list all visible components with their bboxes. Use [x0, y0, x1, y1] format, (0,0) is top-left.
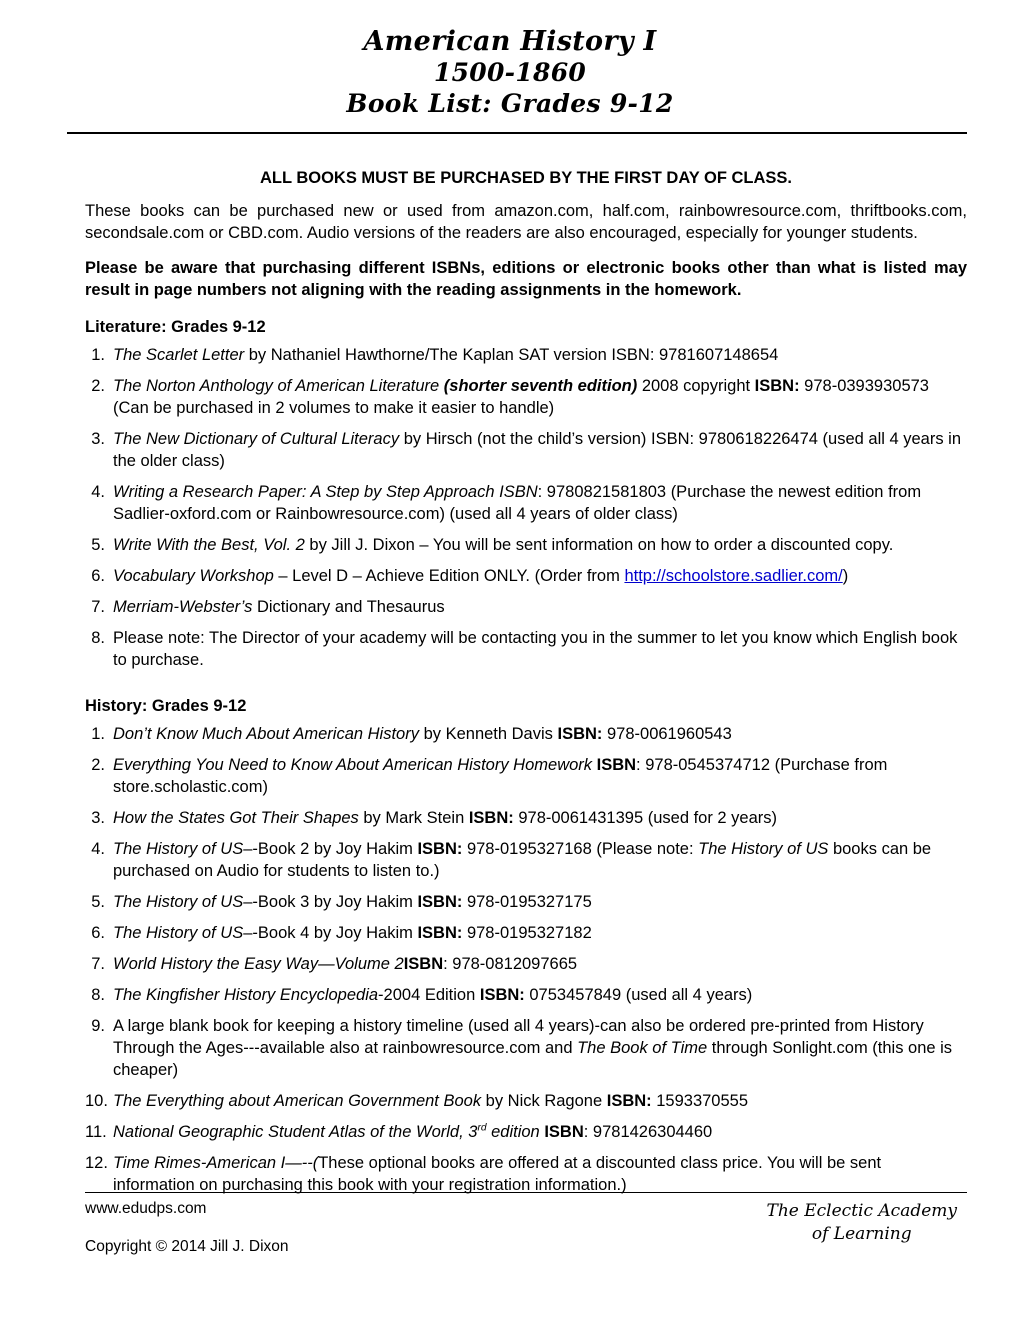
sadlier-schoolstore-link[interactable]: http://schoolstore.sadlier.com/ — [624, 567, 843, 585]
list-item — [85, 428, 967, 472]
book-title: The Kingfisher History Encyclopedia — [113, 986, 379, 1004]
book-edition: edition — [486, 1123, 545, 1141]
book-author: by Mark Stein — [358, 809, 469, 827]
list-item — [85, 723, 967, 745]
book-title: The Scarlet Letter — [113, 346, 245, 364]
book-title-reference: The History of US — [698, 840, 829, 858]
list-item — [85, 984, 967, 1006]
list-item — [85, 344, 967, 366]
isbn-label: ISBN: — [417, 893, 463, 911]
book-details: by Hirsch (not the child’s version) ISBN: 9780618226474 (used all 4 years in the older class) — [113, 430, 962, 470]
list-item — [85, 807, 967, 829]
footer-copyright: Copyright © 2014 Jill J. Dixon — [85, 1238, 289, 1255]
list-item-number: 2. — [91, 756, 105, 774]
academy-logo-text — [767, 1200, 968, 1246]
book-details: by Nathaniel Hawthorne/The Kaplan SAT version ISBN: 9781607148654 — [244, 346, 779, 364]
list-item — [85, 534, 967, 556]
list-item-number: 4. — [91, 840, 105, 858]
list-item — [85, 375, 967, 419]
document-title-line-1: American History I — [363, 26, 657, 57]
isbn-label: ISBN: — [417, 924, 463, 942]
book-title: The Everything about American Government Book — [113, 1092, 482, 1110]
academy-name-line-1: The Eclectic Academy — [766, 1201, 957, 1221]
isbn-value: 978-0061431395 (used for 2 years) — [513, 809, 778, 827]
isbn-label: ISBN — [544, 1123, 584, 1141]
list-item — [85, 1090, 967, 1112]
purchase-notice: ALL BOOKS MUST BE PURCHASED BY THE FIRST DAY OF CLASS. — [259, 169, 793, 187]
isbn-value: 0753457849 (used all 4 years) — [524, 986, 753, 1004]
isbn-value: 978-0195327175 — [462, 893, 592, 911]
history-book-list — [85, 723, 967, 1196]
list-item-number: 3. — [91, 430, 105, 448]
intro-paragraph: These books can be purchased new or used from amazon.com, half.com, rainbowresource.com, thriftbooks.com, secondsale.com or CBD.com. Audio versions of the readers are also encouraged, especially for younger students. — [85, 202, 967, 242]
list-item — [85, 838, 967, 882]
book-title: Merriam-Webster’s — [113, 598, 253, 616]
isbn-label: ISBN: — [479, 986, 525, 1004]
book-edition: (shorter seventh edition) — [443, 377, 638, 395]
book-title: How the States Got Their Shapes — [113, 809, 359, 827]
footer-left-block — [85, 1200, 289, 1256]
book-details: : 9780821581803 (Purchase the newest edition from Sadlier-oxford.com or Rainbowresource.com) (used all 4 years of older class) — [113, 483, 922, 523]
isbn-label: ISBN: — [468, 809, 514, 827]
book-author: by Nick Ragone — [481, 1092, 607, 1110]
book-author: –-Book 3 by Joy Hakim — [243, 893, 418, 911]
list-item-number: 2. — [91, 377, 105, 395]
list-item-number: 9. — [91, 1017, 105, 1035]
book-title: Time Rimes-American I—--( — [113, 1154, 319, 1172]
isbn-value: : 9781426304460 — [583, 1123, 713, 1141]
book-title: The New Dictionary of Cultural Literacy — [113, 430, 400, 448]
isbn-value: 978-0393930573 (Can be purchased in 2 volumes to make it easier to handle) — [113, 377, 929, 417]
list-item-number: 12. — [85, 1154, 108, 1172]
list-item-number: 1. — [91, 346, 105, 364]
book-title: The History of US — [113, 840, 244, 858]
isbn-label: ISBN — [596, 756, 637, 774]
list-item-number: 7. — [91, 955, 105, 973]
header-divider — [67, 132, 967, 134]
list-item-number: 11. — [85, 1123, 107, 1141]
isbn-value: 978-0195327182 — [462, 924, 592, 942]
list-item-number: 8. — [91, 986, 105, 1004]
footer-website: www.edudps.com — [85, 1200, 207, 1217]
document-title-line-2: 1500-1860 — [433, 58, 587, 87]
document-body — [85, 168, 967, 1205]
book-details: Please note: The Director of your academy will be contacting you in the summer to let you know which English book to purchase. — [113, 629, 958, 669]
book-details-tail: books can be purchased on Audio for students to listen to.) — [113, 840, 932, 880]
list-item-number: 6. — [91, 924, 105, 942]
book-title: Vocabulary Workshop — [113, 567, 274, 585]
isbn-value: : 978-0812097665 — [443, 955, 578, 973]
book-title: The History of US — [113, 924, 244, 942]
list-item-number: 6. — [91, 567, 105, 585]
book-details: These optional books are offered at a discounted class price. You will be sent information on purchasing this book with your registration information.) — [113, 1154, 882, 1194]
list-item-number: 1. — [91, 725, 105, 743]
book-title: The Norton Anthology of American Literature — [113, 377, 444, 395]
book-title: Everything You Need to Know About American History Homework — [113, 756, 597, 774]
list-item — [85, 1121, 967, 1143]
list-item-number: 10. — [85, 1092, 108, 1110]
book-title-reference: The Book of Time — [577, 1039, 708, 1057]
isbn-label: ISBN: — [754, 377, 800, 395]
isbn-warning-paragraph: Please be aware that purchasing different ISBNs, editions or electronic books other than what is listed may result in page numbers not aligning with the reading assignments in the homework. — [85, 259, 967, 299]
document-title-line-3: Book List: Grades 9-12 — [346, 89, 674, 118]
book-details: Dictionary and Thesaurus — [252, 598, 445, 616]
list-item — [85, 953, 967, 975]
document-header — [0, 0, 1020, 119]
list-item — [85, 481, 967, 525]
isbn-value: 978-0195327168 (Please note: — [462, 840, 699, 858]
list-item — [85, 565, 967, 587]
book-author: by Kenneth Davis — [418, 725, 558, 743]
list-item-number: 5. — [91, 893, 105, 911]
list-item — [85, 627, 967, 671]
book-author: –-Book 2 by Joy Hakim — [243, 840, 418, 858]
book-title: World History the Easy Way—Volume 2 — [113, 955, 404, 973]
book-title: Don’t Know Much About American History — [113, 725, 419, 743]
book-title: National Geographic Student Atlas of the World, 3 — [113, 1123, 478, 1141]
list-item — [85, 891, 967, 913]
ordinal-suffix: rd — [477, 1122, 487, 1134]
list-item — [85, 596, 967, 618]
book-details: 2008 copyright — [637, 377, 755, 395]
book-details-tail: through Sonlight.com (this one is cheaper) — [113, 1039, 953, 1079]
list-item-number: 4. — [91, 483, 105, 501]
list-item — [85, 1152, 967, 1196]
list-item — [85, 922, 967, 944]
book-author: –-Book 4 by Joy Hakim — [243, 924, 418, 942]
isbn-value: 1593370555 — [651, 1092, 749, 1110]
section-heading-history: History: Grades 9-12 — [85, 697, 247, 715]
book-title: The History of US — [113, 893, 244, 911]
academy-name-line-2: of Learning — [811, 1224, 912, 1244]
footer-divider — [85, 1192, 967, 1193]
book-title: Write With the Best, Vol. 2 — [113, 536, 305, 554]
list-item-number: 8. — [91, 629, 105, 647]
isbn-label: ISBN — [403, 955, 444, 973]
book-details: A large blank book for keeping a history timeline (used all 4 years)-can also be ordered pre-printed from History Through the Ages---available also at rainbowresource.com and — [113, 1017, 924, 1057]
book-details: – Level D – Achieve Edition ONLY. (Order from — [273, 567, 625, 585]
list-item — [85, 1015, 967, 1081]
list-item — [85, 754, 967, 798]
isbn-label: ISBN: — [606, 1092, 652, 1110]
document-footer — [85, 1200, 967, 1256]
book-title: Writing a Research Paper: A Step by Step Approach ISBN — [113, 483, 538, 501]
section-heading-literature: Literature: Grades 9-12 — [85, 318, 266, 336]
book-details: by Jill J. Dixon – You will be sent information on how to order a discounted copy. — [304, 536, 894, 554]
list-item-number: 5. — [91, 536, 105, 554]
literature-book-list — [85, 344, 967, 671]
isbn-value: 978-0061960543 — [602, 725, 732, 743]
isbn-label: ISBN: — [417, 840, 463, 858]
book-details-tail: ) — [842, 567, 849, 585]
isbn-label: ISBN: — [557, 725, 603, 743]
isbn-value: : 978-0545374712 (Purchase from store.scholastic.com) — [113, 756, 888, 796]
list-item-number: 7. — [91, 598, 105, 616]
book-edition: -2004 Edition — [378, 986, 480, 1004]
list-item-number: 3. — [91, 809, 105, 827]
